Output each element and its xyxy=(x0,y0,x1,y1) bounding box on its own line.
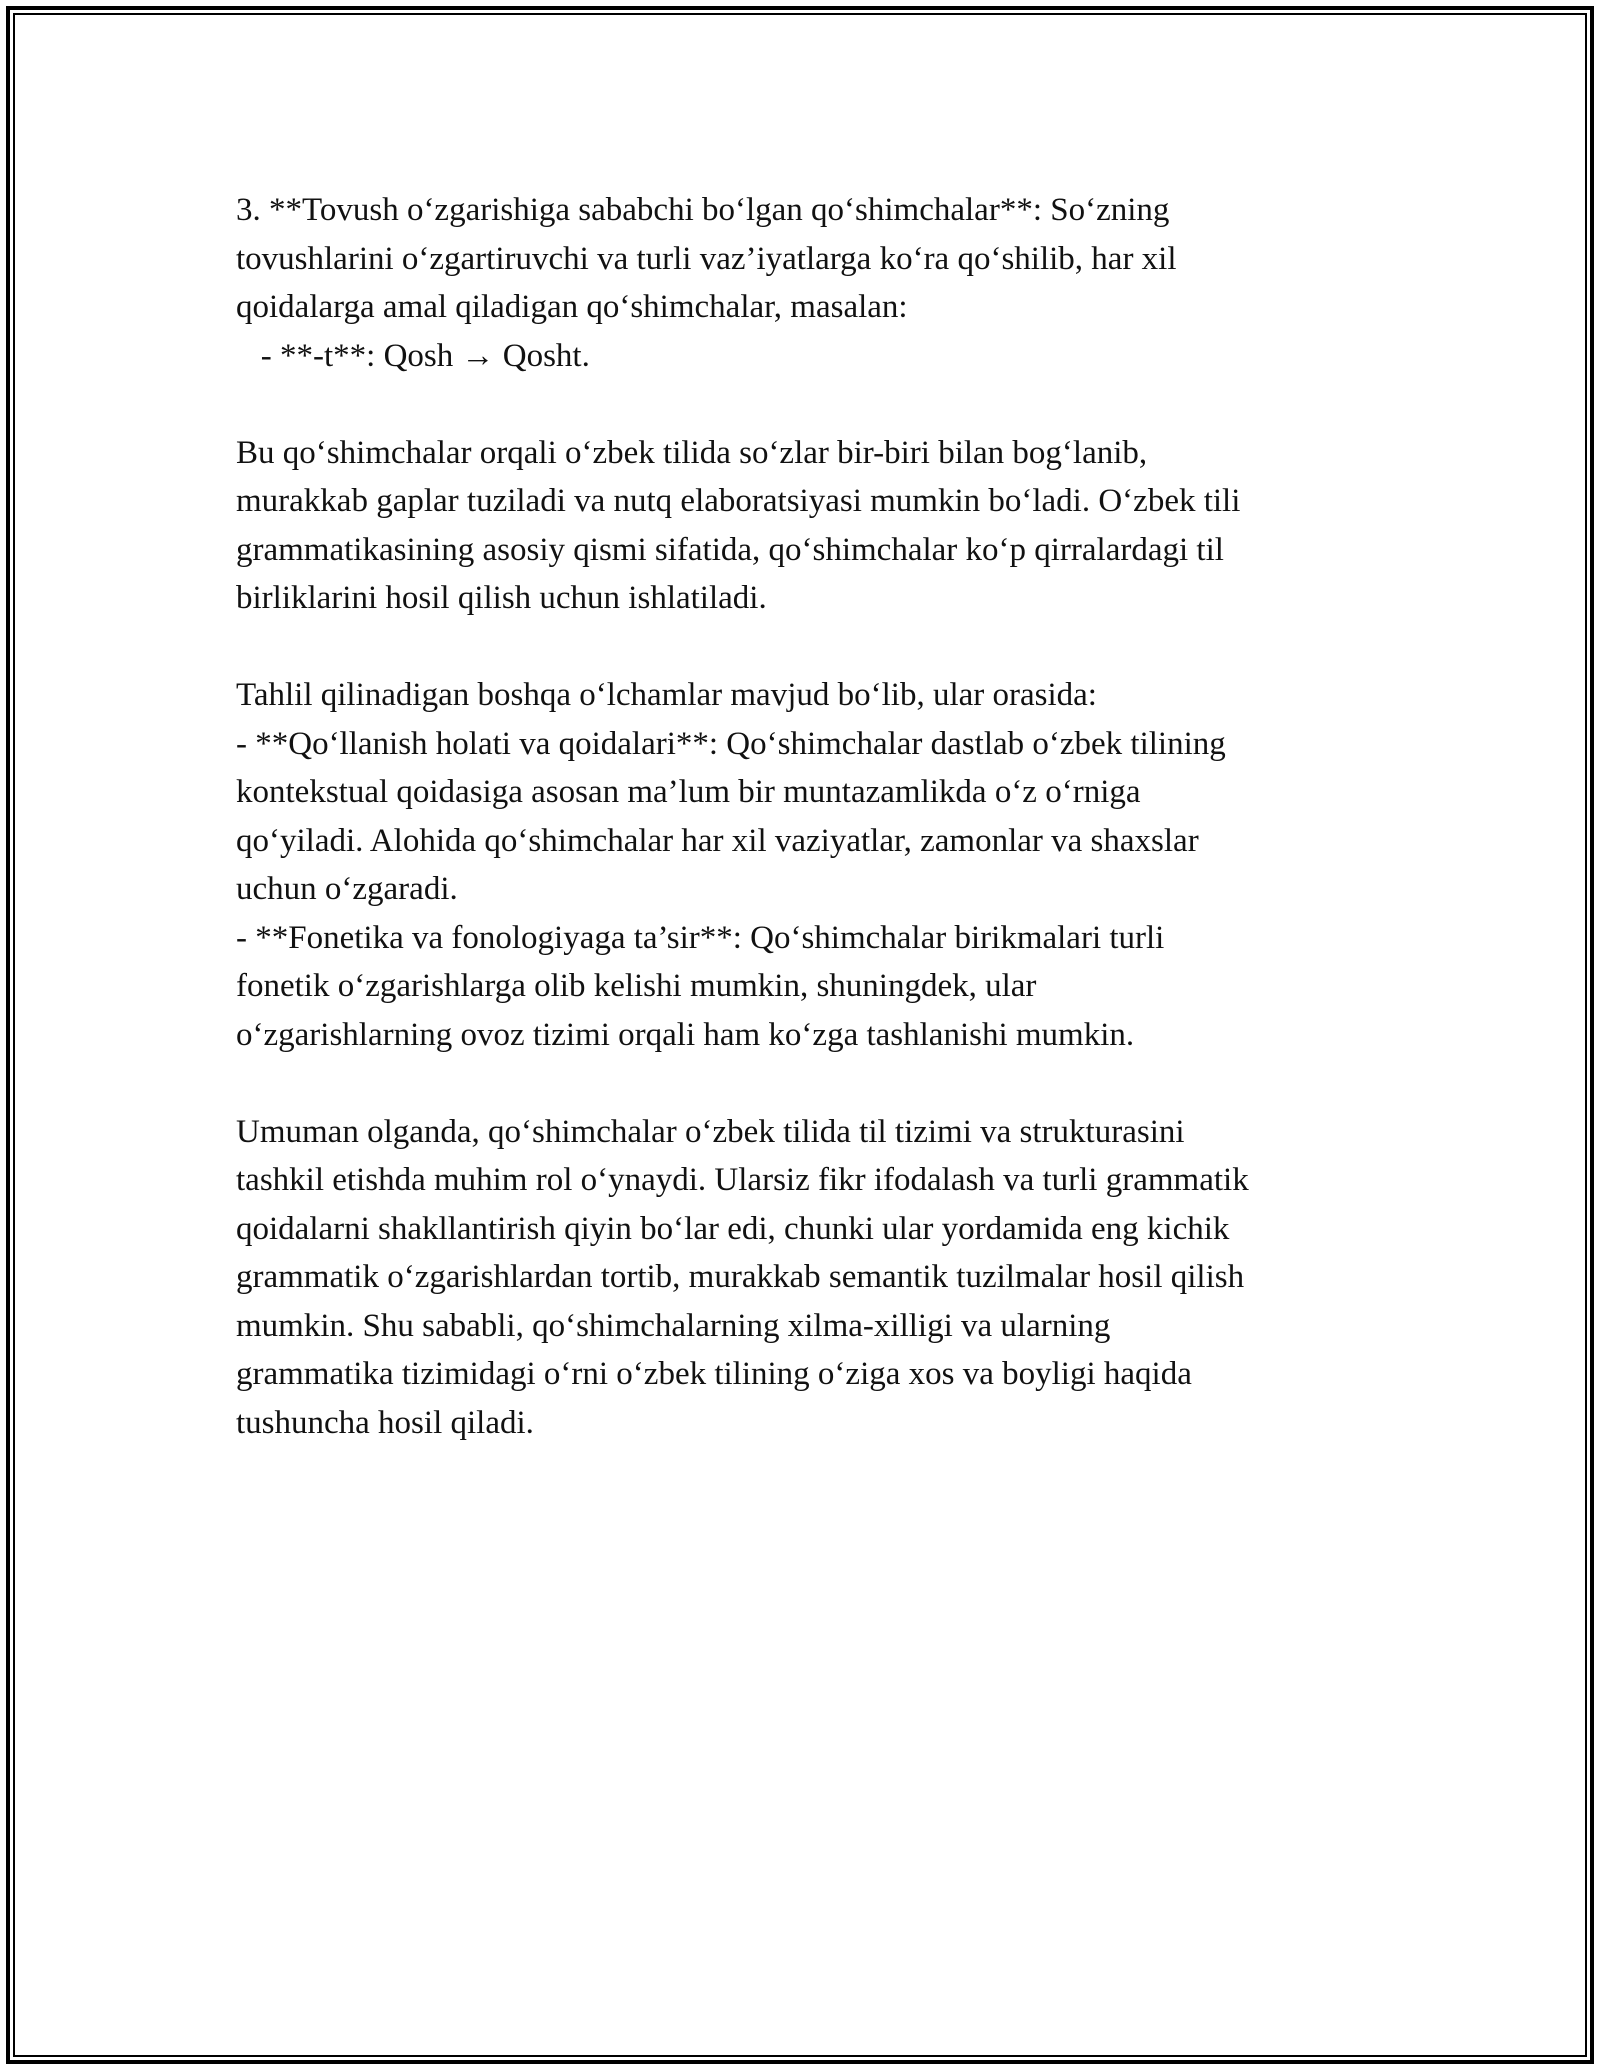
document-body xyxy=(236,186,1406,1447)
paragraph-gap xyxy=(236,1059,1406,1108)
text-line: mumkin. Shu sababli, qo‘shimchalarning xilma-xilligi va ularning xyxy=(236,1307,1111,1344)
text-line: fonetik o‘zgarishlarga olib kelishi mumkin, shuningdek, ular xyxy=(236,968,1037,1004)
text-line: tushuncha hosil qiladi. xyxy=(236,1404,534,1441)
text-line: uchun o‘zgaradi. xyxy=(236,871,458,907)
text-line: qoidalarga amal qiladigan qo‘shimchalar, masalan: xyxy=(236,289,908,325)
text-line: birliklarini hosil qilish uchun ishlatiladi. xyxy=(236,580,767,616)
text-line: 3. **Tovush o‘zgarishiga sababchi bo‘lgan qo‘shimchalar**: So‘zning xyxy=(236,192,1170,228)
text-line: grammatikasining asosiy qismi sifatida, qo‘shimchalar ko‘p qirralardagi til xyxy=(236,531,1224,568)
text-line: murakkab gaplar tuziladi va nutq elaboratsiyasi mumkin bo‘ladi. O‘zbek tili xyxy=(236,483,1241,519)
text-line: grammatika tizimidagi o‘rni o‘zbek tilining o‘ziga xos va boyligi haqida xyxy=(236,1356,1192,1392)
text-line: Tahlil qilinadigan boshqa o‘lchamlar mavjud bo‘lib, ular orasida: xyxy=(236,677,1097,713)
text-line: tashkil etishda muhim rol o‘ynaydi. Ularsiz fikr ifodalash va turli grammatik xyxy=(236,1162,1249,1198)
text-line: - **Fonetika va fonologiyaga ta’sir**: Qo‘shimchalar birikmalari turli xyxy=(236,919,1165,956)
paragraph-gap xyxy=(236,380,1406,429)
text-line: - **Qo‘llanish holati va qoidalari**: Qo‘shimchalar dastlab o‘zbek tilining xyxy=(236,725,1226,762)
text-line: - **-t**: Qosh → Qosht. xyxy=(236,337,590,374)
paragraph-gap xyxy=(236,623,1406,672)
text-line: kontekstual qoidasiga asosan ma’lum bir muntazamlikda o‘z o‘rniga xyxy=(236,774,1141,810)
text-line: o‘zgarishlarning ovoz tizimi orqali ham ko‘zga tashlanishi mumkin. xyxy=(236,1016,1135,1053)
text-line: tovushlarini o‘zgartiruvchi va turli vaz’iyatlarga ko‘ra qo‘shilib, har xil xyxy=(236,240,1177,277)
text-line: Bu qo‘shimchalar orqali o‘zbek tilida so‘zlar bir-biri bilan bog‘lanib, xyxy=(236,434,1148,471)
text-line: Umuman olganda, qo‘shimchalar o‘zbek tilida til tizimi va strukturasini xyxy=(236,1113,1185,1150)
text-line: qoidalarni shakllantirish qiyin bo‘lar edi, chunki ular yordamida eng kichik xyxy=(236,1210,1230,1247)
text-line: qo‘yiladi. Alohida qo‘shimchalar har xil vaziyatlar, zamonlar va shaxslar xyxy=(236,822,1199,859)
text-line: grammatik o‘zgarishlardan tortib, murakkab semantik tuzilmalar hosil qilish xyxy=(236,1259,1245,1295)
